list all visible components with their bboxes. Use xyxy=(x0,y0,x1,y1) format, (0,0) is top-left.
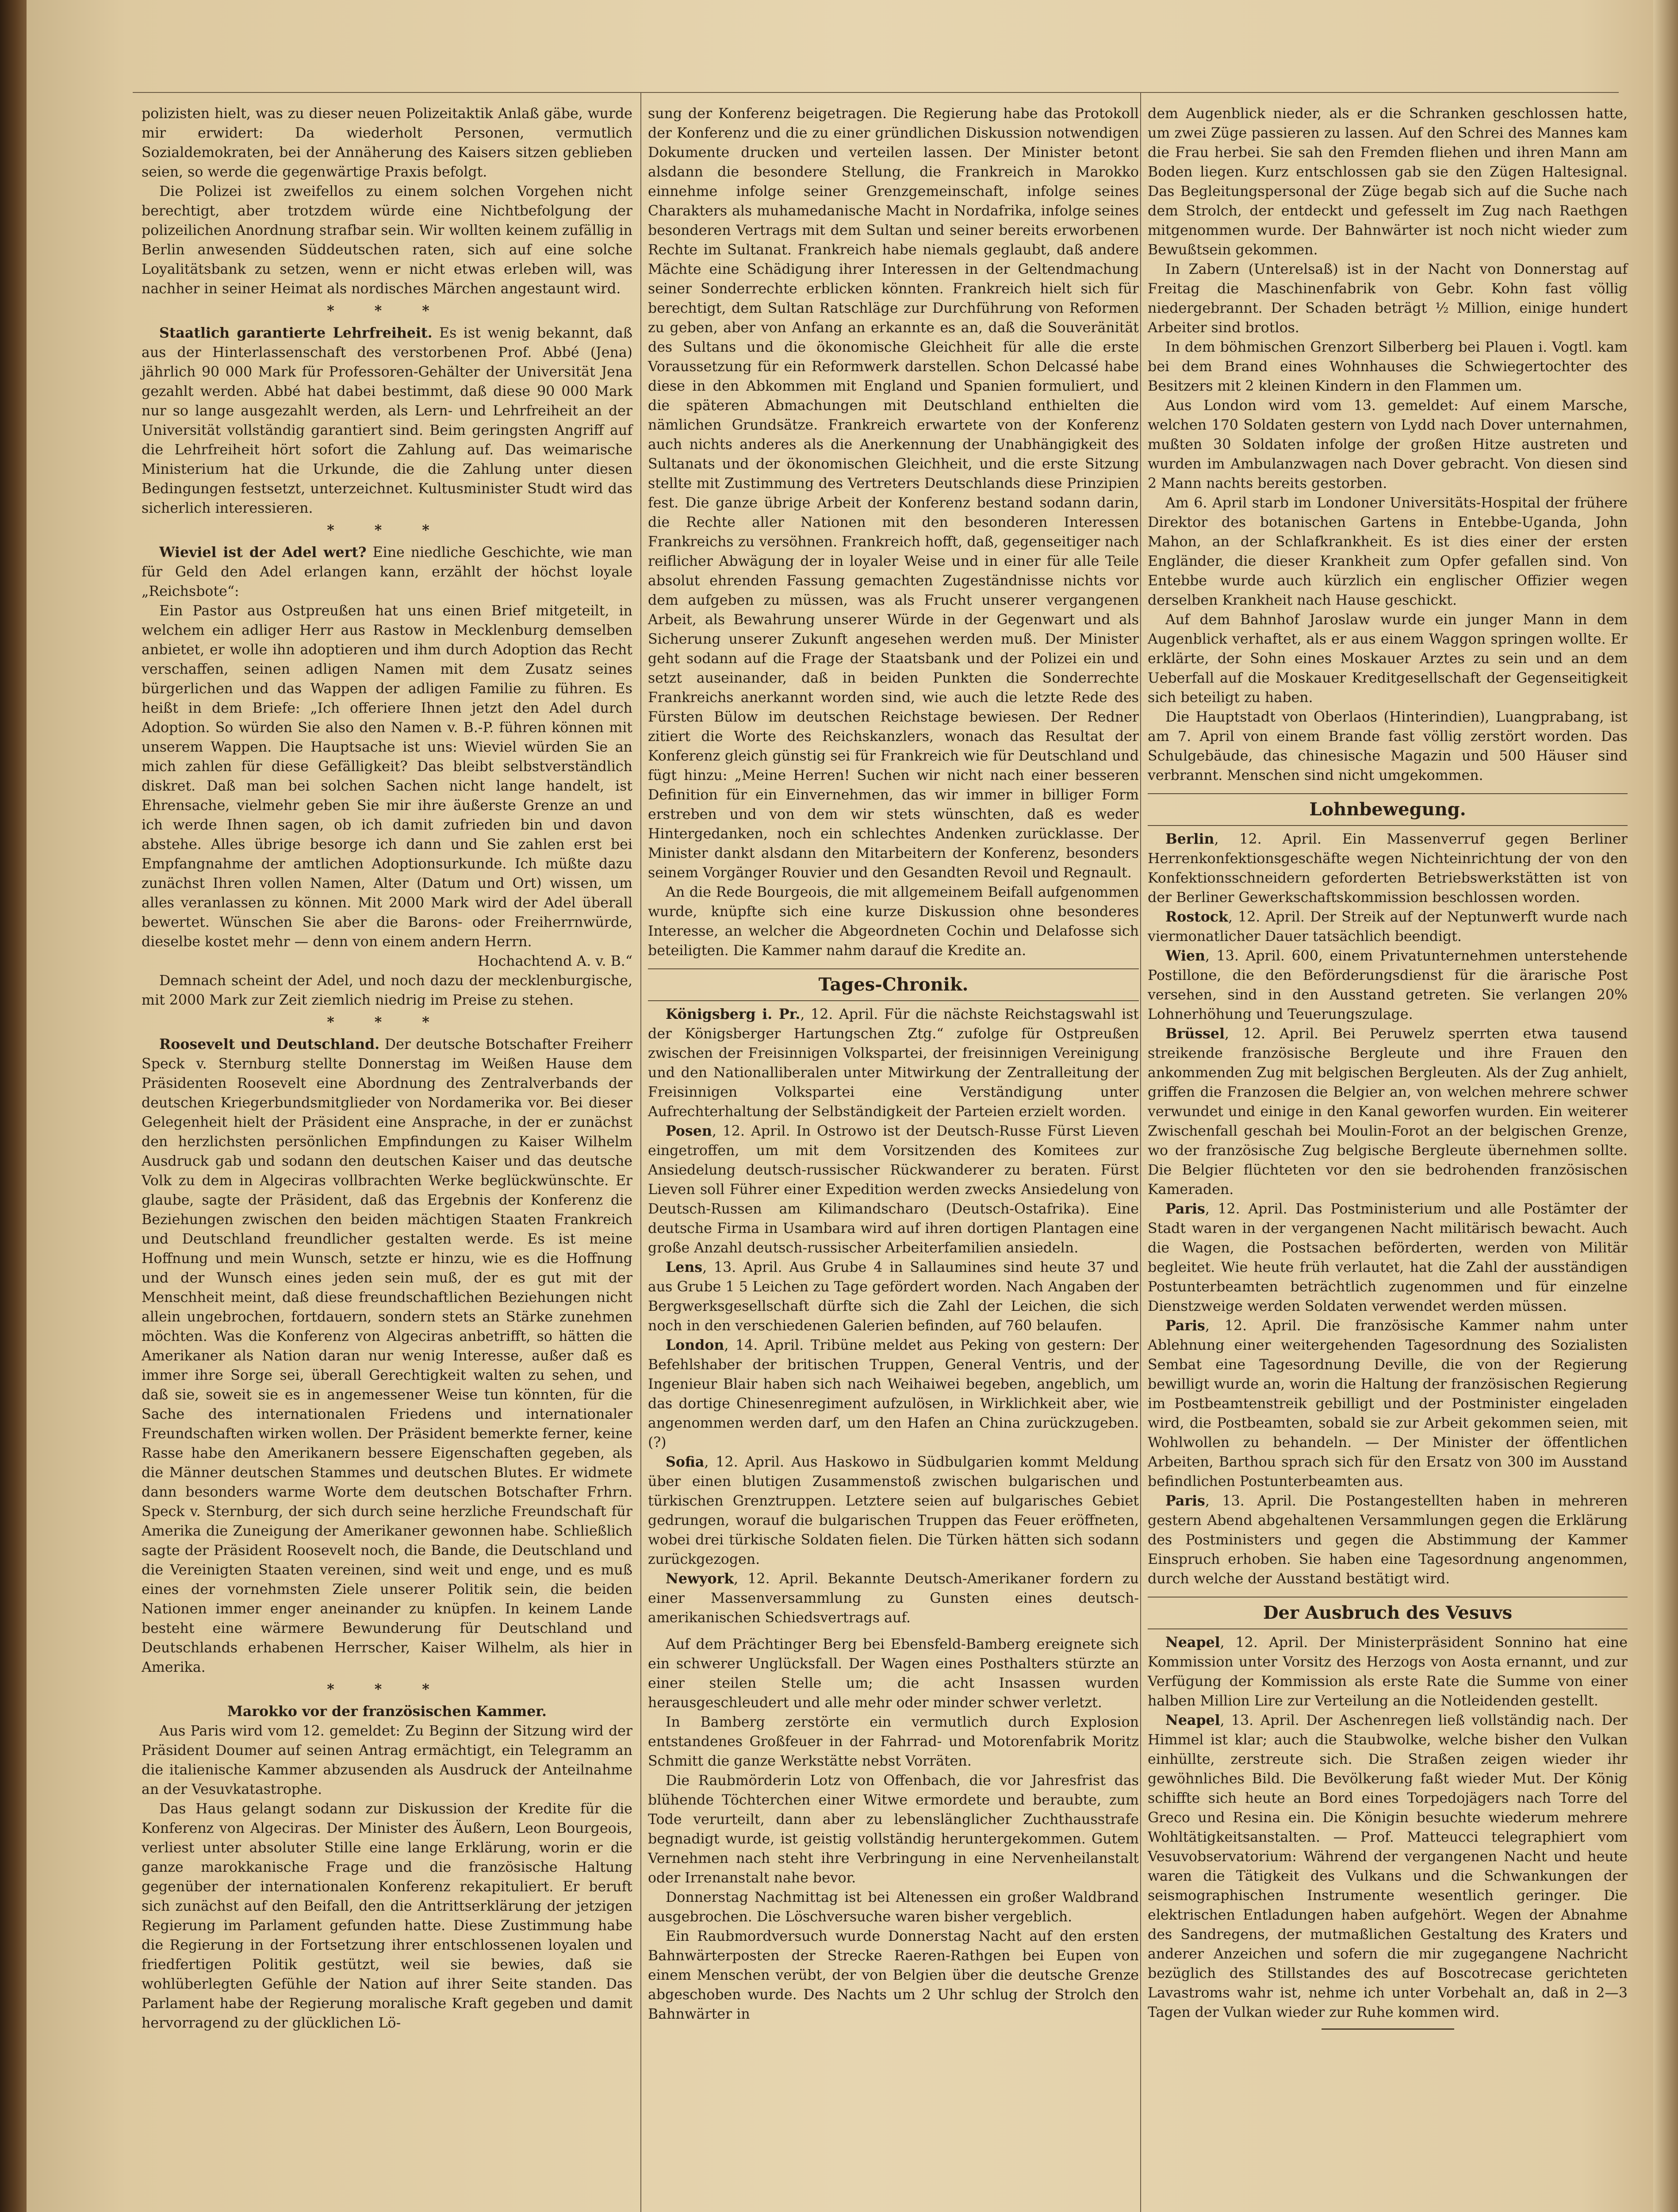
dateline-place: Berlin xyxy=(1165,831,1214,847)
paragraph: Demnach scheint der Adel, und noch dazu der mecklenburgische, mit 2000 Mark zur Zeit ziemlich niedrig im Preise zu stehen. xyxy=(142,973,632,1008)
news-item xyxy=(1148,1316,1628,1491)
news-item: In dem böhmischen Grenzort Silberberg bei Plauen i. Vogtl. kam bei dem Brand eines Wohnhauses die Schwiegertochter des Besitzers mit 2 kleinen Kindern in den Flammen um. xyxy=(1148,339,1628,394)
paragraph: Aus Paris wird vom 12. gemeldet: Zu Beginn der Sitzung wird der Präsident Doumer auf seinen Antrag ermächtigt, ein Telegramm an die italienische Kammer abzusenden als Ausdruck der Anteilnahme an der Vesuvkatastrophe. xyxy=(142,1723,632,1797)
news-text: , 12. April. Der Ministerpräsident Sonnino hat eine Kommission unter Vorsitz des Herzogs von Aosta ernannt, und zur Verfügung der Kommission als erste Rate die Summe von einer halben Million Lire zur Verteilung an die Notleidenden gestellt. xyxy=(1148,1635,1628,1709)
news-text: , 12. April. In Ostrowo ist der Deutsch-Russe Fürst Lieven eingetroffen, um mit dem Vorsitzenden des Komitees zur Ansiedelung deutsch-russischer Rückwanderer zu beraten. Fürst Lieven soll Führer einer Expedition werden zwecks Ansiedelung von Deutsch-Russen am Kilimandscharo (Deutsch-Ostafrika). Eine deutsche Firma in Usambara wird auf ihren dortigen Plantagen eine große Anzahl deutsch-russischer Arbeiterfamilien ansiedeln. xyxy=(648,1123,1139,1256)
column-rule-2 xyxy=(1140,93,1141,2212)
dateline-place: Königsberg i. Pr. xyxy=(666,1006,801,1022)
paragraph: Das Haus gelangt sodann zur Diskussion der Kredite für die Konferenz von Algeciras. Der Minister des Äußern, Leon Bourgeois, verliest unter absoluter Stille eine lange Erklärung, worin er die ganze marokkanische Frage und die französische Haltung gegenüber der internationalen Konferenz rekapituliert. Er beruft sich zunächst auf den Beifall, den die Antrittserklärung der jetzigen Regierung im Parlament gefunden hatte. Diese Zustimmung habe die Regierung in der Fortsetzung ihrer entschlossenen loyalen und friedfertigen Politik gestützt, weil sie bewies, daß sie wohlüberlegten Gefühle der Nation auf ihrer Seite standen. Das Parlament habe der Regierung moralische Kraft gegeben und damit hervorragend zu der glücklichen Lö- xyxy=(142,1801,632,2031)
paragraph: Ein Pastor aus Ostpreußen hat uns einen Brief mitgeteilt, in welchem ein adliger Herr aus Rastow in Mecklenburg demselben anbietet, er wolle ihn adoptieren und ihm durch Adoption das Recht verschaffen, seinen adligen Namen mit dem Zusatz seines bürgerlichen und das Wappen der adligen Familie zu führen. Es heißt in dem Briefe: „Ich offeriere Ihnen jetzt den Adel durch Adoption. So würden Sie also den Namen v. B.-P. führen können mit unserem Wappen. Die Hauptsache ist uns: Wieviel würden Sie an mich zahlen für diese Gefälligkeit? Das bleibt selbstverständlich diskret. Daß man bei solchen Sachen nicht lange handelt, ist Ehrensache, vielmehr geben Sie mir ihre äußerste Grenze an und ich werde Ihnen sagen, ob ich damit zufrieden bin und davon abstehe. Alles übrige besorge ich dann und Sie zahlen erst bei Empfangnahme der amtlichen Adoptionsurkunde. Ich müßte dazu zunächst Ihren vollen Namen, Alter (Datum und Ort) wissen, um alles veranlassen zu können. Mit 2000 Mark wird der Adel überall bewertet. Wünschen Sie aber die Barons- oder Freiherrnwürde, dieselbe kostet mehr — denn von einem andern Herrn. xyxy=(142,603,632,950)
dateline-place: Paris xyxy=(1165,1317,1205,1334)
news-text: , 12. April. Der Streik auf der Neptunwerft wurde nach viermonatlicher Dauer tatsächlich beendigt. xyxy=(1148,909,1628,945)
dateline-place: London xyxy=(666,1337,724,1353)
news-item: Am 6. April starb im Londoner Universitäts-Hospital der frühere Direktor des botanischen Gartens in Entebbe-Uganda, John Mahon, an der Schlafkrankheit. Es ist dies einer der ersten Engländer, die dieser Krankheit zum Opfer gefallen sind. Von Entebbe wurde auch kürzlich ein englischer Offizier wegen derselben Krankheit nach Hause geschickt. xyxy=(1148,495,1628,608)
news-item xyxy=(648,1121,1139,1258)
article-heading xyxy=(142,1702,632,1721)
news-item xyxy=(648,1336,1139,1452)
news-item xyxy=(1148,1711,1628,2022)
paragraph: An die Rede Bourgeois, die mit allgemeinem Beifall aufgenommen wurde, knüpfte sich eine kurze Diskussion ohne besonderes Interesse, an welcher die Abgeordneten Cochin und Delafosse sich beteiligten. Die Kammer nahm darauf die Kredite an. xyxy=(648,884,1139,959)
news-item xyxy=(1148,1024,1628,1199)
news-item xyxy=(648,1452,1139,1569)
news-text: , 13. April. Aus Grube 4 in Sallaumines sind heute 37 und aus Grube 1 5 Leichen zu Tage gefördert worden. Nach Angaben der Bergwerksgesellschaft dürfte sich die Zahl der Leichen, die sich noch in den verschiedenen Galerien befinden, auf 760 belaufen. xyxy=(648,1260,1139,1334)
article-heading: Wieviel ist der Adel wert? xyxy=(159,544,367,561)
column-2 xyxy=(648,104,1139,2024)
news-item xyxy=(1148,1491,1628,1589)
news-item: Aus London wird vom 13. gemeldet: Auf einem Marsche, welchen 170 Soldaten gestern von Lydd nach Dover unternahmen, mußten 30 Soldaten infolge der großen Hitze austreten und wurden im Ambulanzwagen nach Dover gebracht. Von diesen sind 2 Mann nachts bereits gestorben. xyxy=(1148,398,1628,492)
article-text: Es ist wenig bekannt, daß aus der Hinterlassenschaft des verstorbenen Prof. Abbé (Jena) jährlich 90 000 Mark für Professoren-Gehälter der Universität Jena gezahlt werden. Abbé hat dabei bestimmt, daß diese 90 000 Mark nur so lange ausgezahlt werden, als Lern- und Lehrfreiheit an der Universität vollständig garantiert sind. Beim geringsten Angriff auf die Lehrfreiheit hört sofort die Zahlung auf. Das weimarische Ministerium hat die Urkunde, die die Zahlung unter diesen Bedingungen festsetzt, unterzeichnet. Kultusminister Studt wird das sicherlich interessieren. xyxy=(142,325,632,516)
article-heading: Staatlich garantierte Lehrfreiheit. xyxy=(159,325,433,341)
dateline-place: Lens xyxy=(666,1259,703,1275)
news-item: Ein Raubmordversuch wurde Donnerstag Nacht auf den ersten Bahnwärterposten der Strecke Raeren-Rathgen bei Eupen von einem Menschen verübt, der von Belgien über die deutsche Grenze abgeschoben wurde. Des Nachts um 2 Uhr schlug der Strolch den Bahnwärter in xyxy=(648,1928,1139,2022)
article-text: Der deutsche Botschafter Freiherr Speck v. Sternburg stellte Donnerstag im Weißen Hause dem Präsidenten Roosevelt eine Abordnung des Zentralverbands der deutschen Kriegerbundsmitglieder von Nordamerika vor. Bei dieser Gelegenheit hielt der Präsident eine Ansprache, in der er zunächst den herzlichsten persönlichen Empfindungen zu Kaiser Wilhelm Ausdruck gab und sodann den deutschen Kaiser und das deutsche Volk zu dem in Algeciras vollbrachten Werke beglückwünschte. Er glaube, sagte der Präsident, daß das Ergebnis der Konferenz die Beziehungen zwischen den beiden mächtigen Staaten Frankreich und Deutschland freundlicher gestalten werde. Es ist meine Hoffnung und mein Wunsch, setzte er hinzu, wie es die Hoffnung und der Wunsch eines jeden sein muß, der es gut mit der Menschheit meint, daß diese freundschaftlichen Beziehungen nicht allein ungebrochen, fortdauern, sondern stets an Stärke zunehmen möchten. Was die Konferenz von Algeciras anbetrifft, so hätten die Amerikaner als Nation daran nur wenig Interesse, außer daß es immer ihre Sorge sei, überall Gerechtigkeit walten zu sehen, und daß sie, soweit sie es in angemessener Weise tun könnten, für die Sache des internationalen Friedens und internationaler Freundschaften wirken wollen. Der Präsident bemerkte ferner, keine Rasse habe den Amerikanern bessere Eigenschaften gegeben, als die Männer deutschen Stammes und deutschen Blutes. Er widmete dann besonders warme Worte dem deutschen Botschafter Frhrn. Speck v. Sternburg, der sich durch seine herzliche Freundschaft für Amerika die Zuneigung der Amerikaner gewonnen habe. Schließlich sagte der Präsident Roosevelt noch, die Bande, die Deutschland und die Vereinigten Staaten vereinen, sind weit und enge, und es muß eines der vornehmsten Ziele unserer Politik sein, die beiden Nationen immer enger aneinander zu knüpfen. In keinem Lande besteht eine wärmere Bewunderung für Deutschland und Deutschlands erhabenen Herrscher, Kaiser Wilhelm, als hier in Amerika. xyxy=(142,1037,633,1675)
news-item: Auf dem Bahnhof Jaroslaw wurde ein junger Mann in dem Augenblick verhaftet, als er aus einem Waggon springen wollte. Er erklärte, der Sohn eines Moskauer Arztes zu sein und an dem Ueberfall auf die Moskauer Kreditgesellschaft der Gegenseitigkeit sich beteiligt zu haben. xyxy=(1148,612,1628,706)
news-item xyxy=(1148,1199,1628,1316)
news-item: Donnerstag Nachmittag ist bei Altenessen ein großer Waldbrand ausgebrochen. Die Löschversuche waren bisher vergeblich. xyxy=(648,1889,1139,1925)
section-heading-tages-chronik: Tages-Chronik. xyxy=(648,968,1139,1001)
news-item xyxy=(648,1258,1139,1336)
article-roosevelt xyxy=(142,1035,632,1677)
paragraph: dem Augenblick nieder, als er die Schranken geschlossen hatte, um zwei Züge passieren zu lassen. Auf den Schrei des Mannes kam die Frau herbei. Sie sah den Fremden fliehen und ihren Mann am Boden liegen. Kurz entschlossen gab sie den Zügen Haltesignal. Das Begleitungspersonal der Züge begab sich auf die Suche nach dem Strolch, der entdeckt und gefesselt im Zug nach Raethgen mitgenommen wurde. Der Bahnwärter ist noch nicht wieder zum Bewußtsein gekommen. xyxy=(1148,106,1628,258)
news-item: Die Hauptstadt von Oberlaos (Hinterindien), Luangprabang, ist am 7. April von einem Brande fast völlig zerstört worden. Das Schulgebäude, das chinesische Magazin und 500 Häuser sind verbrannt. Menschen sind nicht umgekommen. xyxy=(1148,709,1628,783)
paragraph: sung der Konferenz beigetragen. Die Regierung habe das Protokoll der Konferenz und die zu einer gründlichen Diskussion notwendigen Dokumente drucken und verteilen lassen. Der Minister betont alsdann die besondere Stellung, die Frankreich in Marokko einnehme infolge seiner Grenzgemeinschaft, infolge seines Charakters als muhamedanische Macht in Nordafrika, infolge seines besonderen Vertrags mit dem Sultan und seiner bereits erworbenen Rechte im Sultanat. Frankreich habe niemals geglaubt, daß andere Mächte eine Schädigung ihrer Interessen in der Geltendmachung seiner Sonderrechte erblicken könnten. Frankreich hielt sich für berechtigt, dem Sultan Ratschläge zur Durchführung von Reformen zu geben, aber von Anfang an erkannte es an, daß die Souveränität des Sultans und die ökonomische Gleichheit für alle die erste Voraussetzung für ein Reformwerk darstellen. Schon Delcassé habe diese in den Abkommen mit England und Spanien formuliert, und die späteren Abmachungen mit Deutschland enthielten die nämlichen Grundsätze. Frankreich erwartete von der Konferenz auch nichts anderes als die Anerkennung der Unabhängigkeit des Sultanats und der ökonomischen Gleichheit, und die erste Sitzung stellte mit Zustimmung des Vertreters Deutschlands diese Prinzipien fest. Die ganze übrige Arbeit der Konferenz bestand sodann darin, die Rechte aller Nationen mit den besonderen Interessen Frankreichs zu versöhnen. Frankreich hofft, daß, gegenseitiger nach reiflicher Abwägung der in loyaler Weise und in einer für alle Teile absolut ehrenden Fassung gemachten Zugeständnisse nichts vor dem aufgeben zu müssen, was als Frucht unserer vergangenen Arbeit, als Bewahrung unserer Würde in der Gegenwart und als Sicherung unserer Zukunft angesehen werden muß. Der Minister geht sodann auf die Frage der Staatsbank und der Polizei ein und setzt auseinander, daß in beiden Punkten die Sonderrechte Frankreichs anerkannt worden sind, wie auch die letzte Rede des Fürsten Bülow im deutschen Reichstage bewiesen. Der Redner zitiert die Worte des Reichskanzlers, wonach das Resultat der Konferenz gleich günstig sei für Frankreich wie für Deutschland und fügt hinzu: „Meine Herren! Suchen wir nicht nach einer besseren Definition für ein Einvernehmen, das wir immer in billiger Form erstreben und von dem wir stets wünschten, daß es weder Hintergedanken, noch ein schlechtes Andenken zurücklasse. Der Minister dankt alsdann den Mitarbeitern der Konferenz, besonders seinem Vorgänger Rouvier und den Gesandten Revoil und Regnault. xyxy=(648,106,1139,881)
news-text: , 12. April. Bei Peruwelz sperrten etwa tausend streikende französische Bergleute und ihre Frauen den ankommenden Zug mit belgischen Bergleuten. Als der Zug anhielt, griffen die Franzosen die Belgier an, von welchen mehrere schwer verwundet und einige in den Kanal geworfen wurden. Ein weiterer Zwischenfall geschah bei Moulin-Forot an der belgischen Grenze, wo der französische Zug belgische Bergleute übernehmen sollte. Die Belgier flüchteten vor den sie bedrohenden französischen Kameraden. xyxy=(1148,1026,1628,1198)
dateline-place: Brüssel xyxy=(1165,1025,1225,1042)
dateline-place: Neapel xyxy=(1165,1634,1220,1651)
separator-stars: * * * xyxy=(327,522,447,538)
column-1 xyxy=(142,104,632,2033)
page-edge xyxy=(1653,0,1678,2212)
article-lehrfreiheit xyxy=(142,323,632,518)
dateline-place: Sofia xyxy=(666,1454,705,1470)
column-3 xyxy=(1148,104,1628,2030)
column-rule-1 xyxy=(640,93,641,2212)
dateline-place: Neapel xyxy=(1165,1712,1220,1728)
dateline-place: Newyork xyxy=(666,1571,734,1587)
news-text: , 13. April. 600, einem Privatunternehmen unterstehende Postillone, die den Beförderungsdienst für die ärarische Post versehen, sind in den Ausstand getreten. Sie verlangen 20% Lohnerhöhung und Teuerungszulage. xyxy=(1148,948,1628,1022)
news-item xyxy=(1148,907,1628,946)
separator-stars: * * * xyxy=(327,1014,447,1030)
section-heading-vesuv: Der Ausbruch des Vesuvs xyxy=(1148,1597,1628,1629)
article-text: Eine niedliche Geschichte, wie man für Geld den Adel erlangen kann, erzählt der höchst loyale „Reichsbote“: xyxy=(142,545,633,599)
news-item: In Zabern (Unterelsaß) ist in der Nacht von Donnerstag auf Freitag die Maschinenfabrik von Gebr. Kohn fast völlig niedergebrannt. Der Schaden beträgt ½ Million, einige hundert Arbeiter sind brotlos. xyxy=(1148,261,1628,336)
article-adel xyxy=(142,543,632,601)
paragraph: polizisten hielt, was zu dieser neuen Polizeitaktik Anlaß gäbe, wurde mir erwidert: Da wiederholt Personen, vermutlich Sozialdemokraten, bei der Annäherung des Kaisers sitzen geblieben seien, so werde die gegenwärtige Praxis befolgt. xyxy=(142,106,632,180)
signature-line: Hochachtend A. v. B.“ xyxy=(478,953,632,969)
news-text: , 12. April. Für die nächste Reichstagswahl ist der Königsberger Hartungschen Ztg.“ zufolge für Ostpreußen zwischen der Freisinnigen Volkspartei, der freisinnigen Vereinigung und den Nationalliberalen unter Mitwirkung der Zentralleitung der Freisinnigen Volkspartei eine Verständigung unter Aufrechterhaltung der Selbständigkeit der Parteien erzielt worden. xyxy=(648,1006,1139,1120)
news-text: , 12. April. Das Postministerium und alle Postämter der Stadt waren in der vergangenen Nacht militärisch bewacht. Auch die Wagen, die Postsachen beförderten, werden von Militär begleitet. Wie heute früh verlautet, hat die Zahl der ausständigen Postunterbeamten beträchtlich zugenommen und für einzelne Dienstzweige werden Soldaten verwendet werden müssen. xyxy=(1148,1201,1628,1314)
separator-stars: * * * xyxy=(327,1681,447,1697)
separator-stars: * * * xyxy=(327,303,447,319)
dateline-place: Paris xyxy=(1165,1493,1205,1509)
news-text: , 12. April. Die französische Kammer nahm unter Ablehnung einer weitergehenden Tagesordnung des Sozialisten Sembat eine Tagesordnung Deville, die von der Regierung bewilligt wurde an, worin die Haltung der französischen Regierung im Postbeamtenstreik gebilligt und der Postminister eingeladen wird, die Postbeamten, sobald sie zur Arbeit gekommen seien, mit Wohlwollen zu behandeln. — Der Minister der öffentlichen Arbeiten, Barthou sprach sich für den Ersatz von 300 im Ausstand befindlichen Postunterbeamten aus. xyxy=(1148,1318,1628,1490)
dateline-place: Wien xyxy=(1165,948,1205,964)
news-text: , 12. April. Bekannte Deutsch-Amerikaner fordern zu einer Massenversammlung zu Gunsten eines deutsch-amerikanischen Schiedsvertrags auf. xyxy=(648,1571,1139,1626)
dateline-place: Posen xyxy=(666,1123,712,1139)
news-item xyxy=(648,1569,1139,1628)
news-item xyxy=(648,1005,1139,1121)
news-item xyxy=(1148,1633,1628,1711)
dateline-place: Paris xyxy=(1165,1201,1205,1217)
news-text: , 12. April. Ein Massenverruf gegen Berliner Herrenkonfektionsgeschäfte wegen Nichteinrichtung der von den Konfektionsschneidern geforderten Betriebswerkstätten ist von der Berliner Gewerkschaftskommission beschlossen worden. xyxy=(1148,831,1628,906)
news-item xyxy=(1148,830,1628,907)
news-item: In Bamberg zerstörte ein vermutlich durch Explosion entstandenes Großfeuer in der Fahrrad- und Motorenfabrik Moritz Schmitt die ganze Werkstätte nebst Vorräten. xyxy=(648,1714,1139,1769)
paragraph: Die Polizei ist zweifellos zu einem solchen Vorgehen nicht berechtigt, aber trotzdem würde eine Nichtbefolgung der polizeilichen Anordnung strafbar sein. Wir wollten keinem zufällig in Berlin anwesenden Süddeutschen raten, sich auf eine solche Loyalitätsbank zu setzen, wenn er nicht etwas erleben will, was nachher in seiner Heimat als nordisches Märchen angestaunt wird. xyxy=(142,184,632,297)
end-rule xyxy=(1322,2028,1454,2030)
news-text: , 13. April. Der Aschenregen ließ vollständig nach. Der Himmel ist klar; auch die Staubwolke, welche bisher den Vulkan einhüllte, zerstreute sich. Die Straßen zeigen wieder ihr gewöhnliches Bild. Die Bevölkerung faßt wieder Mut. Der König schiffte sich heute an Bord eines Torpedojägers nach Torre del Greco und Resina ein. Die Königin besuchte wiederum mehrere Wohltätigkeitsanstalten. — Prof. Matteucci telegraphiert vom Vesuvobservatorium: Während der vergangenen Nacht und heute waren die Tätigkeit des Vulkans und die Schwankungen der seismographischen Instrumente wesentlich geringer. Die elektrischen Entladungen haben aufgehört. Wegen der Abnahme des Sandregens, der mutmaßlichen Gestaltung des Kraters und anderer Anzeichen und sofern die mir zugegangene Nachricht bezüglich des Stillstandes des auf Boscotrecase gerichteten Lavastroms wahr ist, nehme ich unter Vorbehalt an, daß in 2—3 Tagen der Vulkan wieder zur Ruhe kommen wird. xyxy=(1148,1713,1628,2020)
news-item xyxy=(1148,946,1628,1024)
news-text: , 13. April. Die Postangestellten haben in mehreren gestern Abend abgehaltenen Versammlungen gegen die Erklärung des Postministers und gegen die Abstimmung der Kammer Einspruch erhoben. Sie haben eine Tagesordnung angenommen, durch welche der Ausstand bestätigt wird. xyxy=(1148,1493,1628,1587)
section-heading-lohnbewegung: Lohnbewegung. xyxy=(1148,793,1628,826)
book-binding xyxy=(0,0,27,2212)
spacer xyxy=(648,1628,1139,1635)
news-item: Auf dem Prächtinger Berg bei Ebensfeld-Bamberg ereignete sich ein schwerer Unglücksfall. Der Wagen eines Posthalters stürzte an einer steilen Stelle um; die acht Insassen wurden herausgeschleudert und alle mehr oder minder schwer verletzt. xyxy=(648,1636,1139,1711)
dateline-place: Rostock xyxy=(1165,909,1228,925)
article-heading: Roosevelt und Deutschland. xyxy=(159,1036,380,1052)
news-text: , 12. April. Aus Haskowo in Südbulgarien kommt Meldung über einen blutigen Zusammenstoß zwischen bulgarischen und türkischen Grenztruppen. Letztere seien auf bulgarisches Gebiet gedrungen, worauf die bulgarischen Truppen das Feuer eröffneten, wobei drei türkische Soldaten fielen. Die Türken hätten sich sodann zurückgezogen. xyxy=(648,1454,1139,1567)
heading-text: Marokko vor der französischen Kammer. xyxy=(227,1703,547,1720)
news-text: , 14. April. Tribüne meldet aus Peking von gestern: Der Befehlshaber der britischen Truppen, General Ventris, und der Ingenieur Blair haben sich nach Weihaiwei begeben, angeblich, um das dortige Chinesenregiment aufzulösen, in Wirklichkeit aber, wie angenommen werden darf, um den Hafen an China zurückzugeben. (?) xyxy=(648,1337,1139,1451)
news-item: Die Raubmörderin Lotz von Offenbach, die vor Jahresfrist das blühende Töchterchen einer Witwe ermordete und beraubte, zum Tode verurteilt, dann aber zu lebenslänglicher Zuchthausstrafe begnadigt wurde, ist geistig vollständig heruntergekommen. Gutem Vernehmen nach steht ihre Verbringung in eine Nervenheilanstalt oder Irrenanstalt nahe bevor. xyxy=(648,1773,1139,1886)
top-rule xyxy=(133,92,1619,93)
